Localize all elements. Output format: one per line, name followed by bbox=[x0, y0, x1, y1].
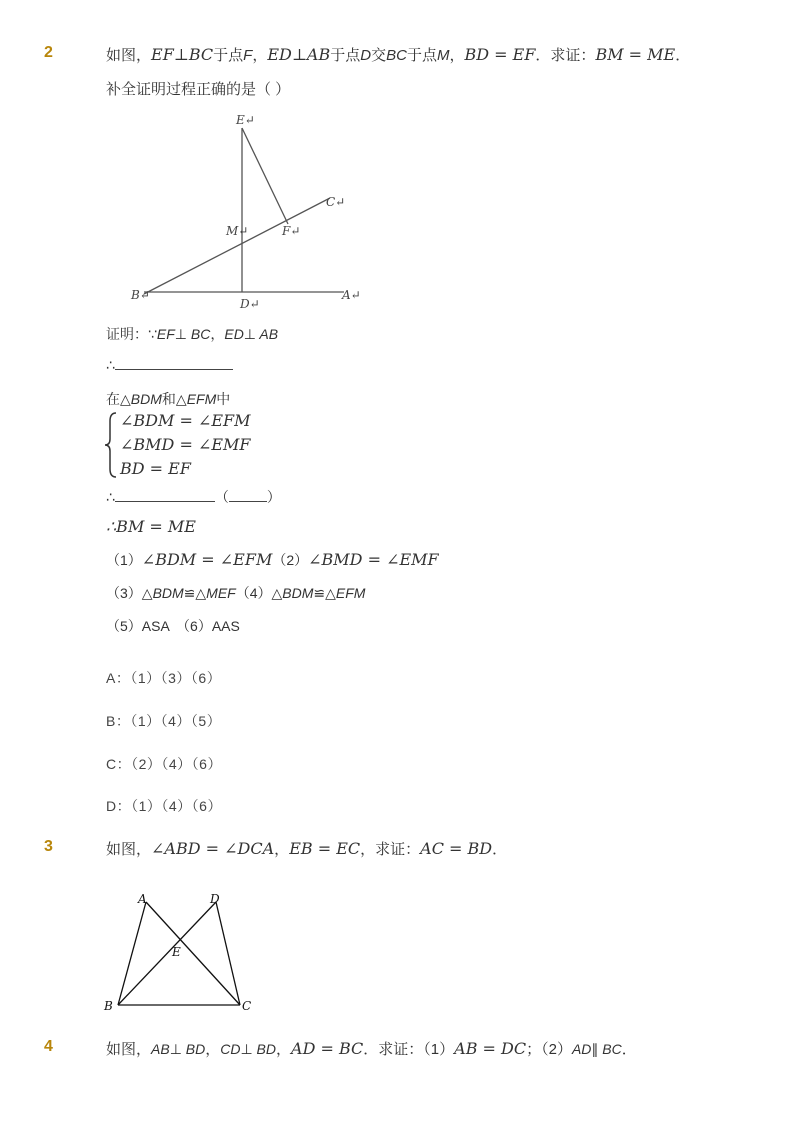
label-m: M↵ bbox=[226, 224, 249, 238]
brace bbox=[104, 411, 118, 479]
proof-congruence-blank: ∴ （ ） bbox=[106, 489, 281, 505]
label-b: B bbox=[104, 999, 113, 1013]
choice-items-3-4: （3）△BDM≌△MEF（4）△BDM≌△EFM bbox=[106, 585, 366, 601]
geometry-figure-q2 bbox=[120, 108, 380, 313]
label-d: D bbox=[210, 892, 220, 906]
answer-blank bbox=[115, 501, 215, 502]
label-f: F↵ bbox=[282, 224, 301, 238]
question-number: 4 bbox=[44, 1038, 53, 1055]
label-b: B↵ bbox=[131, 288, 150, 302]
label-e: E bbox=[172, 945, 181, 959]
question-stem: 如图，AB⊥ BD，CD⊥ BD，AD = BC．求证：（1）AB = DC；（2）AD∥ BC． bbox=[106, 1039, 637, 1058]
geometry-figure-q3 bbox=[98, 888, 268, 1018]
choice-items-5-6: （5）ASA （6）AAS bbox=[106, 618, 240, 634]
segment-ac bbox=[146, 902, 240, 1005]
proof-conclusion: ∴BM = ME bbox=[106, 517, 196, 536]
segment-bd bbox=[118, 902, 216, 1005]
option-a[interactable]: A：（1）（3）（6） bbox=[106, 670, 222, 686]
segment-dc bbox=[216, 902, 240, 1005]
system-line-3: BD = EF bbox=[120, 459, 191, 478]
label-a: A↵ bbox=[342, 288, 361, 302]
label-e: E↵ bbox=[236, 113, 255, 127]
question-subtitle: 补全证明过程正确的是（ ） bbox=[106, 81, 291, 98]
segment-bc bbox=[144, 198, 330, 294]
question-stem: 如图，EF⊥BC于点F，ED⊥AB于点D交BC于点M，BD = EF．求证：BM = ME． bbox=[106, 45, 691, 64]
segment-ef bbox=[242, 128, 288, 224]
label-c: C bbox=[242, 999, 252, 1013]
answer-blank bbox=[115, 369, 233, 370]
option-c[interactable]: C：（2）（4）（6） bbox=[106, 756, 222, 772]
label-d: D↵ bbox=[240, 297, 260, 311]
question-stem: 如图，∠ABD = ∠DCA，EB = EC，求证：AC = BD． bbox=[106, 839, 508, 858]
proof-step-blank: ∴ bbox=[106, 357, 233, 374]
question-number: 3 bbox=[44, 838, 53, 855]
question-number: 2 bbox=[44, 44, 53, 61]
option-d[interactable]: D：（1）（4）（6） bbox=[106, 798, 222, 814]
answer-blank bbox=[229, 501, 267, 502]
proof-given: 证明：∵EF⊥ BC，ED⊥ AB bbox=[106, 326, 279, 342]
label-c: C↵ bbox=[326, 195, 346, 209]
proof-triangles: 在△BDM和△EFM中 bbox=[106, 391, 231, 407]
system-line-1: ∠BDM = ∠EFM bbox=[120, 411, 251, 430]
option-b[interactable]: B：（1）（4）（5） bbox=[106, 713, 222, 729]
choice-items-1-2: （1）∠BDM = ∠EFM（2）∠BMD = ∠EMF bbox=[106, 550, 439, 569]
label-a: A bbox=[138, 892, 147, 906]
system-line-2: ∠BMD = ∠EMF bbox=[120, 435, 251, 454]
